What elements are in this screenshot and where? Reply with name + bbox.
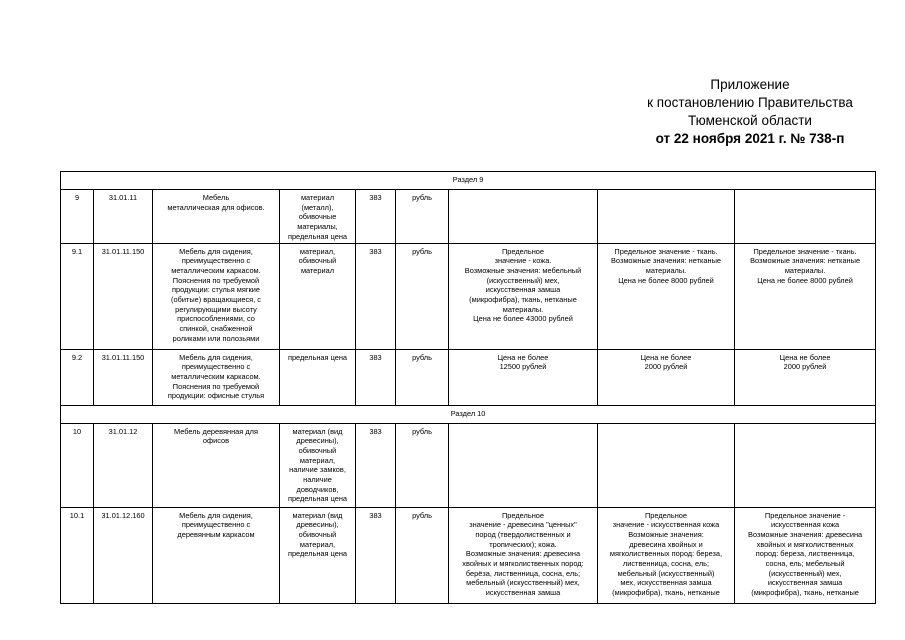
row-value-3 <box>735 190 876 244</box>
row-unit: рубль <box>396 507 449 603</box>
row-value-3: Предельное значение - искусственная кожа Возможные значения: древесина хвойных и мягколиственных пород: береза, лиственница, сосна, ель; мебельный (искусственный) мех, искусственная замша (микрофибра), ткань, нетканые <box>735 507 876 603</box>
row-unit: рубль <box>396 349 449 405</box>
row-name: Мебель металлическая для офисов. <box>153 190 280 244</box>
row-name: Мебель для сидения, преимущественно с металлическим каркасом. Пояснения по требуемой продукции: стулья мягкие (обитые) вращающиеся, с регулирующими высоту приспособлениями, со спинкой, снабженной роликами или полозьями <box>153 243 280 349</box>
row-value-2 <box>598 423 735 507</box>
row-code: 31.01.11.150 <box>94 243 153 349</box>
furniture-requirements-table <box>60 171 876 604</box>
section-title: Раздел 9 <box>61 172 876 190</box>
row-characteristic: предельная цена <box>280 349 356 405</box>
table-row <box>61 349 876 405</box>
row-number: 9.2 <box>61 349 94 405</box>
row-value-3: Цена не более 2000 рублей <box>735 349 876 405</box>
row-number: 10 <box>61 423 94 507</box>
row-code: 31.01.12.160 <box>94 507 153 603</box>
row-okei-code: 383 <box>356 423 396 507</box>
row-characteristic: материал (металл), обивочные материалы, предельная цена <box>280 190 356 244</box>
row-value-1 <box>449 423 598 507</box>
row-okei-code: 383 <box>356 190 396 244</box>
row-value-1: Предельное значение - кожа. Возможные значения: мебельный (искусственный) мех, искусственная замша (микрофибра), ткань, нетканые материалы. Цена не более 43000 рублей <box>449 243 598 349</box>
row-unit: рубль <box>396 243 449 349</box>
section-title: Раздел 10 <box>61 405 876 423</box>
table-row <box>61 190 876 244</box>
header-appendix: Приложение <box>710 77 790 92</box>
row-number: 10.1 <box>61 507 94 603</box>
row-value-3 <box>735 423 876 507</box>
row-value-3: Предельное значение - ткань. Возможные значения: нетканые материалы. Цена не более 8000 рублей <box>735 243 876 349</box>
table-row <box>61 423 876 507</box>
table-row <box>61 243 876 349</box>
row-number: 9.1 <box>61 243 94 349</box>
row-name: Мебель для сидения, преимущественно с металлическим каркасом. Пояснения по требуемой продукции: офисные стулья <box>153 349 280 405</box>
row-value-1: Цена не более 12500 рублей <box>449 349 598 405</box>
row-characteristic: материал (вид древесины), обивочный материал, наличие замков, наличие доводчиков, предельная цена <box>280 423 356 507</box>
row-code: 31.01.11.150 <box>94 349 153 405</box>
row-number: 9 <box>61 190 94 244</box>
row-characteristic: материал, обивочный материал <box>280 243 356 349</box>
header-date-number: от 22 ноября 2021 г. № 738-п <box>655 131 845 146</box>
row-value-1 <box>449 190 598 244</box>
document-header <box>600 76 900 148</box>
header-region: Тюменской области <box>688 113 812 128</box>
row-value-1: Предельное значение - древесина "ценных" пород (твердолиственных и тропических); кожа. Возможные значения: древесина хвойных и мягколиственных пород: берёза, лиственница, сосна, ель; мебельный (искусственный) мех, искусственная замша <box>449 507 598 603</box>
row-value-2 <box>598 190 735 244</box>
header-resolution: к постановлению Правительства <box>647 95 853 110</box>
row-name: Мебель деревянная для офисов <box>153 423 280 507</box>
row-okei-code: 383 <box>356 349 396 405</box>
table-row <box>61 507 876 603</box>
section-row <box>61 172 876 190</box>
row-name: Мебель для сидения, преимущественно с деревянным каркасом <box>153 507 280 603</box>
row-okei-code: 383 <box>356 507 396 603</box>
row-okei-code: 383 <box>356 243 396 349</box>
row-unit: рубль <box>396 190 449 244</box>
row-unit: рубль <box>396 423 449 507</box>
row-characteristic: материал (вид древесины), обивочный материал, предельная цена <box>280 507 356 603</box>
section-row <box>61 405 876 423</box>
row-value-2: Предельное значение - искусственная кожа Возможные значения: древесина хвойных и мягколиственных пород: береза, лиственница, сосна, ель; мебельный (искусственный) мех, искусственная замша (микрофибра), ткань, нетканые <box>598 507 735 603</box>
row-code: 31.01.11 <box>94 190 153 244</box>
row-value-2: Цена не более 2000 рублей <box>598 349 735 405</box>
row-code: 31.01.12 <box>94 423 153 507</box>
row-value-2: Предельное значение - ткань. Возможные значения: нетканые материалы. Цена не более 8000 рублей <box>598 243 735 349</box>
